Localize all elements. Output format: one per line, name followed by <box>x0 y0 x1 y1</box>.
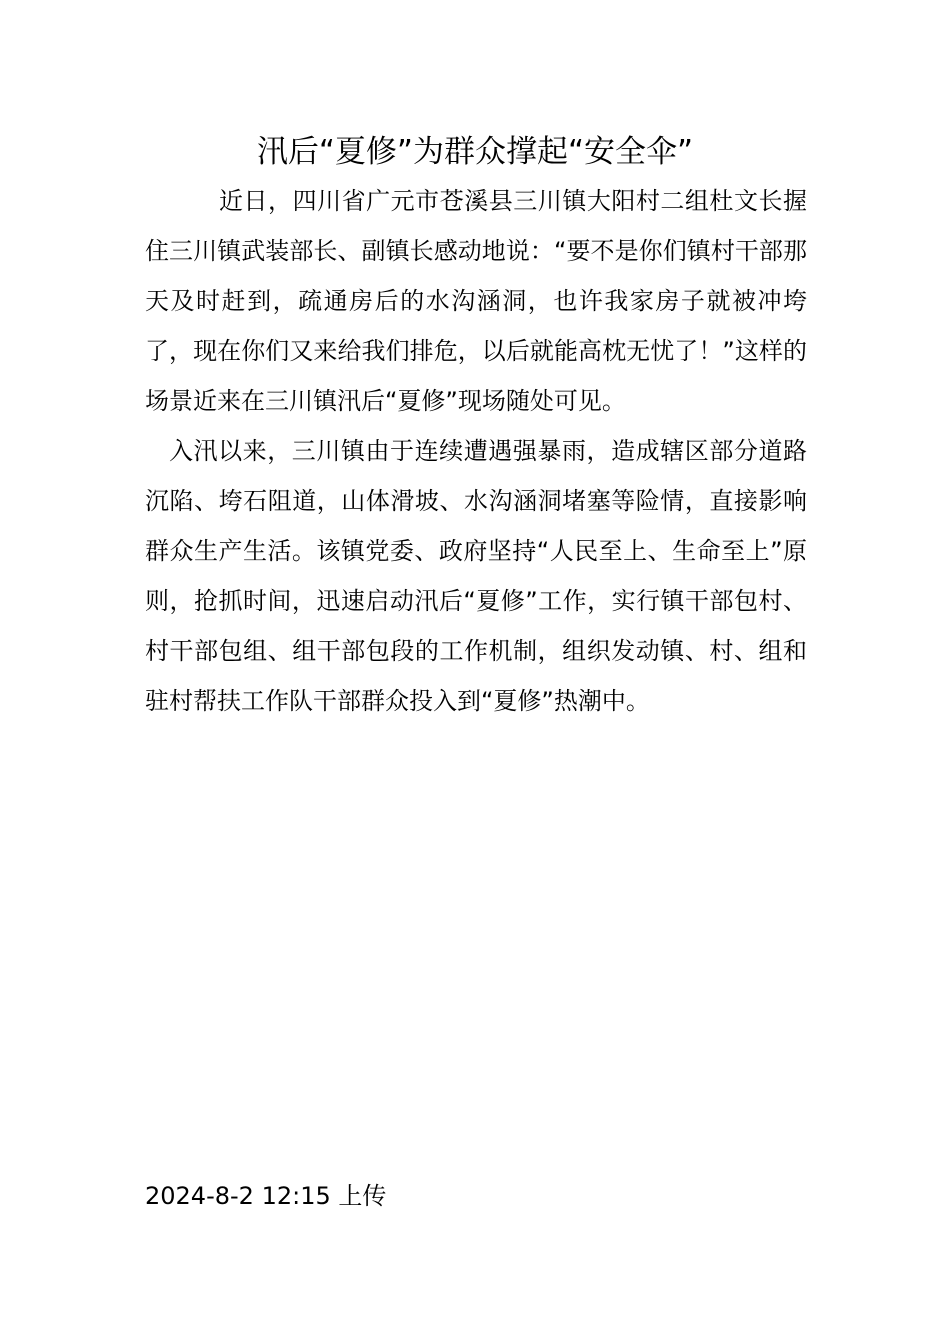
upload-timestamp: 2024-8-2 12:15 上传 <box>145 1182 387 1210</box>
article-body <box>145 176 807 726</box>
document-title: 汛后“夏修”为群众撑起“安全伞” <box>256 134 694 170</box>
paragraph-2: 入汛以来，三川镇由于连续遭遇强暴雨，造成辖区部分道路沉陷、垮石阻道，山体滑坡、水沟涵洞堵塞等险情，直接影响群众生产生活。该镇党委、政府坚持“人民至上、生命至上”原则，抢抓时间，迅速启动汛后“夏修”工作，实行镇干部包村、村干部包组、组干部包段的工作机制，组织发动镇、村、组和驻村帮扶工作队干部群众投入到“夏修”热潮中。 <box>145 437 807 715</box>
paragraph-1: 近日，四川省广元市苍溪县三川镇大阳村二组杜文长握住三川镇武装部长、副镇长感动地说：“要不是你们镇村干部那天及时赶到，疏通房后的水沟涵洞，也许我家房子就被冲垮了，现在你们又来给我们排危，以后就能高枕无忧了！”这样的场景近来在三川镇汛后“夏修”现场随处可见。 <box>145 187 807 415</box>
